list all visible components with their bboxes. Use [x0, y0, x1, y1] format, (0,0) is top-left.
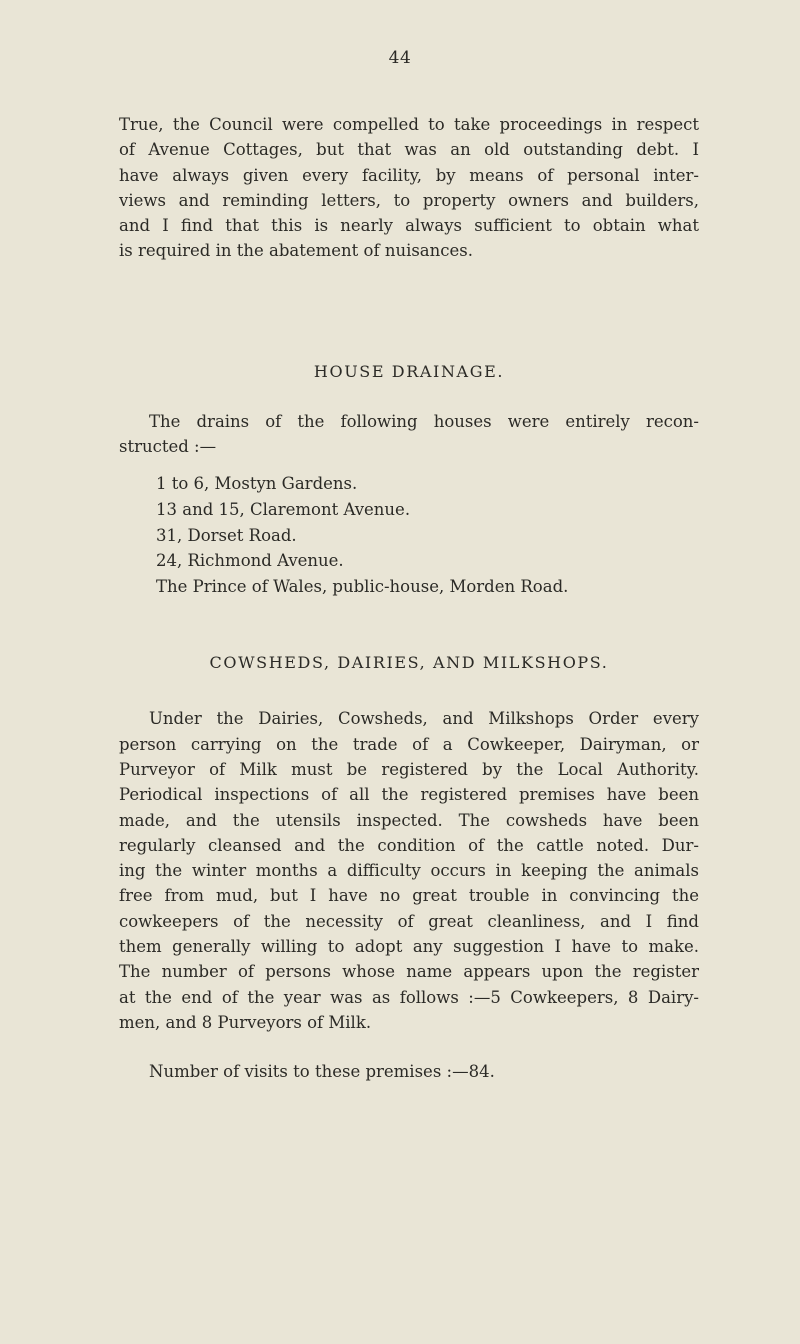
text-line: views and reminding letters, to property owners and builders,	[119, 190, 699, 210]
text-line: have always given every facility, by means of personal inter-	[119, 165, 699, 185]
page-content	[119, 112, 699, 1084]
text-line: Purveyor of Milk must be registered by the Local Authority.	[119, 759, 699, 779]
cowsheds-heading: COWSHEDS, DAIRIES, AND MILKSHOPS.	[209, 653, 609, 673]
text-line: Periodical inspections of all the registered premises have been	[119, 785, 699, 805]
text-line: cowkeepers of the necessity of great cleanliness, and I find	[119, 911, 699, 931]
intro-paragraph	[119, 112, 699, 264]
text-line: is required in the abatement of nuisances.	[119, 241, 473, 261]
text-line: and I find that this is nearly always sufficient to obtain what	[119, 216, 699, 236]
text-line: ing the winter months a difficulty occurs in keeping the animals	[119, 861, 699, 881]
text-line: The drains of the following houses were entirely recon-	[149, 411, 699, 431]
text-line: person carrying on the trade of a Cowkeeper, Dairyman, or	[119, 734, 699, 754]
text-line: at the end of the year was as follows :—5 Cowkeepers, 8 Dairy-	[119, 987, 699, 1007]
text-line: The number of persons whose name appears upon the register	[119, 962, 699, 982]
reconstructed-houses-list	[119, 471, 699, 599]
text-line: them generally willing to adopt any suggestion I have to make.	[119, 937, 699, 957]
page-number: 44	[388, 48, 412, 68]
text-line: men, and 8 Purveyors of Milk.	[119, 1012, 372, 1032]
house-drainage-heading: HOUSE DRAINAGE.	[313, 361, 505, 381]
text-line: regularly cleansed and the condition of the cattle noted. Dur-	[119, 835, 699, 855]
list-item: 31, Dorset Road.	[156, 525, 297, 545]
text-line: True, the Council were compelled to take proceedings in respect	[119, 115, 699, 134]
list-item: 24, Richmond Avenue.	[156, 551, 344, 571]
text-line: free from mud, but I have no great trouble in convincing the	[119, 886, 699, 906]
text-line: made, and the utensils inspected. The cowsheds have been	[119, 810, 699, 830]
house-drainage-intro	[119, 409, 699, 460]
cowsheds-paragraph	[119, 706, 699, 1035]
text-line: Under the Dairies, Cowsheds, and Milkshops Order every	[149, 709, 699, 729]
list-item: The Prince of Wales, public-house, Morden Road.	[156, 576, 569, 596]
list-item: 13 and 15, Claremont Avenue.	[156, 499, 411, 519]
visits-count-line: Number of visits to these premises :—84.	[149, 1062, 495, 1082]
text-line: structed :—	[119, 437, 217, 457]
text-line: of Avenue Cottages, but that was an old outstanding debt. I	[119, 140, 699, 160]
list-item: 1 to 6, Mostyn Gardens.	[156, 474, 358, 494]
